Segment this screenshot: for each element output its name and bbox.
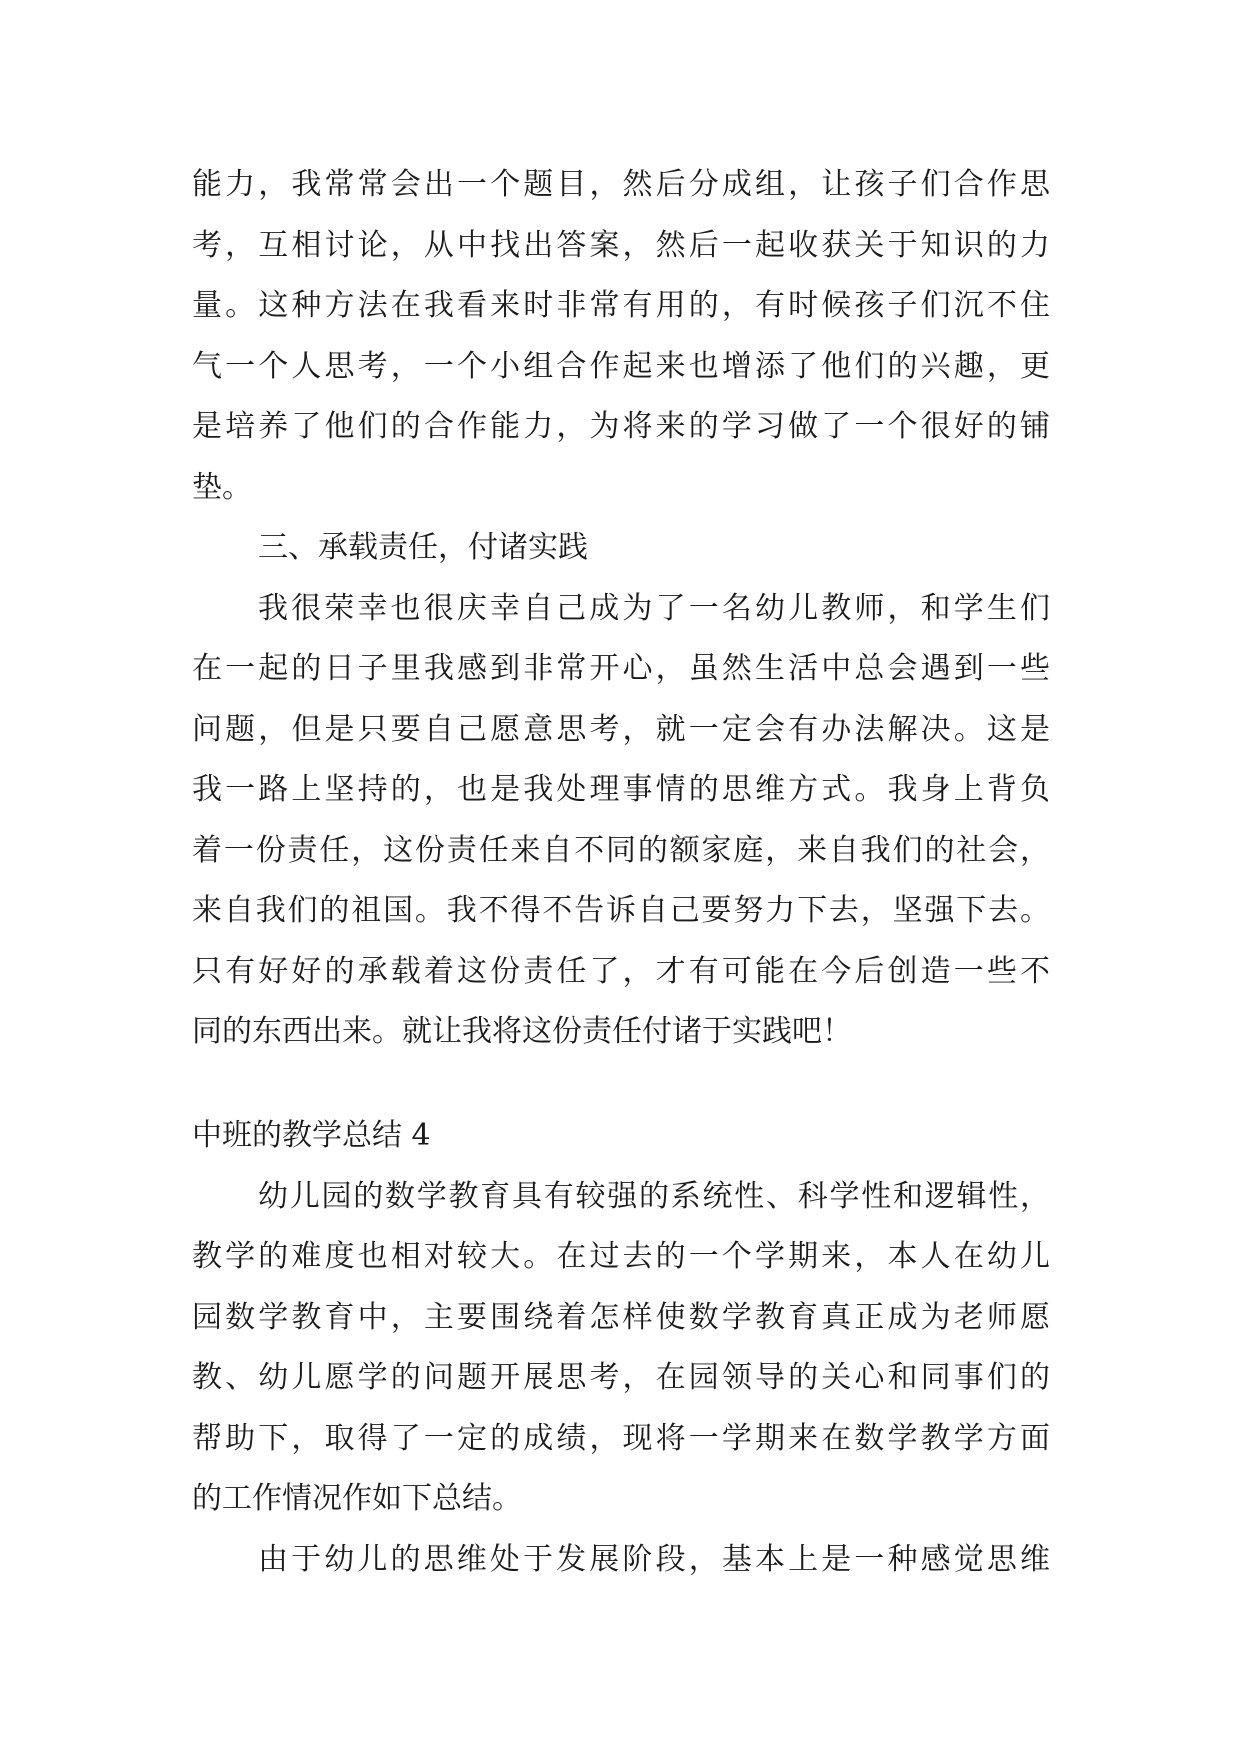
text-line: 量。这种方法在我看来时非常有用的，有时候孩子们沉不住	[192, 288, 1050, 323]
text-line: 园数学教育中，主要围绕着怎样使数学教育真正成为老师愿	[192, 1300, 1050, 1335]
text-line: 只有好好的承载着这份责任了，才有可能在今后创造一些不	[192, 954, 1050, 989]
text-line: 在一起的日子里我感到非常开心，虽然生活中总会遇到一些	[192, 651, 1050, 686]
text-line: 的工作情况作如下总结。	[192, 1481, 522, 1516]
text-line: 问题，但是只要自己愿意思考，就一定会有办法解决。这是	[192, 712, 1050, 747]
text-line: 幼儿园的数学教育具有较强的系统性、科学性和逻辑性，	[258, 1179, 1050, 1214]
document-title: 中班的教学总结 4	[192, 1118, 431, 1153]
text-line: 同的东西出来。就让我将这份责任付诸于实践吧！	[192, 1014, 852, 1049]
text-line: 来自我们的祖国。我不得不告诉自己要努力下去，坚强下去。	[192, 893, 1050, 928]
text-line: 帮助下，取得了一定的成绩，现将一学期来在数学教学方面	[192, 1421, 1050, 1456]
text-line: 教、幼儿愿学的问题开展思考，在园领导的关心和同事们的	[192, 1360, 1050, 1395]
text-line: 教学的难度也相对较大。在过去的一个学期来，本人在幼儿	[192, 1239, 1050, 1274]
text-line: 是培养了他们的合作能力，为将来的学习做了一个很好的铺	[192, 409, 1050, 444]
text-line: 我一路上坚持的，也是我处理事情的思维方式。我身上背负	[192, 772, 1050, 807]
text-line: 气一个人思考，一个小组合作起来也增添了他们的兴趣，更	[192, 349, 1050, 384]
text-line: 垫。	[192, 470, 252, 505]
text-line: 考，互相讨论，从中找出答案，然后一起收获关于知识的力	[192, 228, 1050, 263]
text-line: 能力，我常常会出一个题目，然后分成组，让孩子们合作思	[192, 167, 1050, 202]
text-line: 我很荣幸也很庆幸自己成为了一名幼儿教师，和学生们	[258, 591, 1050, 626]
section-heading: 三、承载责任，付诸实践	[258, 530, 588, 565]
text-line: 由于幼儿的思维处于发展阶段，基本上是一种感觉思维	[258, 1542, 1050, 1577]
text-line: 着一份责任，这份责任来自不同的额家庭，来自我们的社会，	[192, 833, 1050, 868]
